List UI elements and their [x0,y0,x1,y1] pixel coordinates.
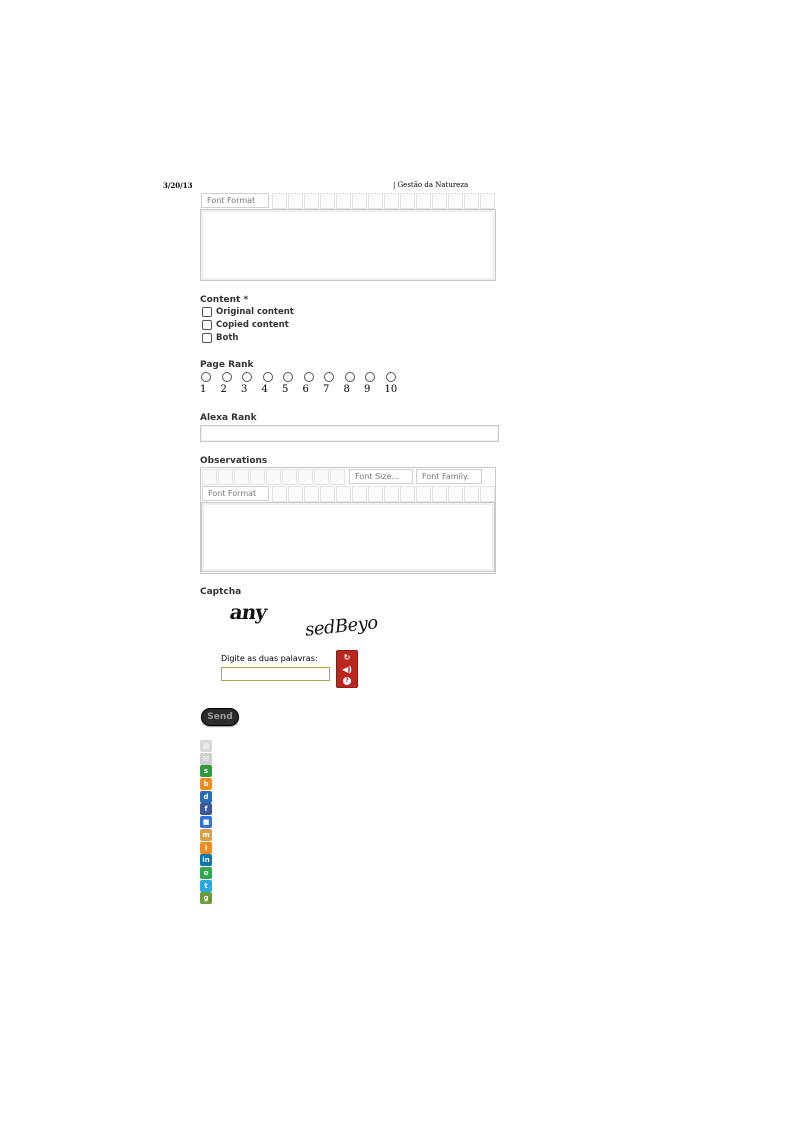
toolbar-button[interactable] [480,193,495,209]
toolbar-button[interactable] [250,469,265,485]
social-share-icons [200,740,212,905]
radio-button[interactable] [365,372,375,382]
blogger-icon[interactable]: b [200,778,212,790]
toolbar-button[interactable] [352,193,367,209]
option-label: Copied content [216,320,289,330]
toolbar-button[interactable] [336,193,351,209]
toolbar-button[interactable] [464,486,479,502]
page-rank-label: Page Rank [200,360,254,370]
font-format-select[interactable]: Font Format [202,486,269,501]
site-title: | Gestão da Natureza [393,181,469,189]
stumbleupon-icon[interactable]: s [200,765,212,777]
toolbar-button[interactable] [432,486,447,502]
toolbar-button[interactable] [330,469,345,485]
facebook-icon[interactable]: f [200,803,212,815]
toolbar-button[interactable] [288,486,303,502]
radio-label: 1 [200,384,207,395]
content-option-original[interactable] [202,307,294,317]
rss-icon[interactable]: ) [200,842,212,854]
toolbar-button[interactable] [320,193,335,209]
twitter-icon[interactable]: t [200,880,212,892]
radio-button[interactable] [324,372,334,382]
observations-toolbar-row2 [202,486,496,502]
page-rank-option-6[interactable] [302,372,323,395]
radio-label: 10 [384,384,398,395]
toolbar-button[interactable] [218,469,233,485]
captcha-input[interactable] [221,667,330,681]
toolbar-button[interactable] [384,486,399,502]
toolbar-button[interactable] [416,193,431,209]
page-rank-option-1[interactable] [199,372,220,395]
refresh-icon[interactable]: ↻ [343,652,351,662]
page-rank-option-10[interactable] [384,372,405,395]
content-label: Content * [200,295,249,305]
myspace-icon[interactable]: m [200,829,212,841]
captcha-controls [336,650,358,688]
editor-toolbar-top [201,193,496,209]
toolbar-button[interactable] [400,486,415,502]
radio-label: 8 [343,384,350,395]
digg-icon[interactable]: d [200,791,212,803]
radio-button[interactable] [263,372,273,382]
toolbar-button[interactable] [272,193,287,209]
orkut-icon[interactable]: o [200,867,212,879]
toolbar-button[interactable] [304,486,319,502]
linkedin-icon[interactable]: in [200,854,212,866]
content-option-copied[interactable] [202,320,289,330]
audio-icon[interactable]: ◀) [342,664,352,674]
font-size-select[interactable]: Font Size... [349,469,413,484]
toolbar-button[interactable] [288,193,303,209]
alexa-rank-input[interactable] [200,425,499,442]
radio-label: 2 [220,384,227,395]
radio-label: 3 [241,384,248,395]
observations-toolbar-row1 [202,469,485,485]
toolbar-button[interactable] [384,193,399,209]
toolbar-button[interactable] [202,469,217,485]
radio-label: 4 [261,384,268,395]
page-rank-option-2[interactable] [220,372,241,395]
option-label: Original content [216,307,294,317]
toolbar-button[interactable] [272,486,287,502]
toolbar-button[interactable] [368,193,383,209]
radio-label: 5 [282,384,289,395]
observations-editor[interactable] [201,502,495,572]
toolbar-button[interactable] [234,469,249,485]
toolbar-button[interactable] [282,469,297,485]
radio-button[interactable] [345,372,355,382]
page-rank-option-9[interactable] [363,372,384,395]
toolbar-button[interactable] [416,486,431,502]
checkbox[interactable] [202,333,212,343]
print-date: 3/20/13 [163,181,193,190]
font-format-select[interactable]: Font Format [201,193,269,208]
toolbar-button[interactable] [336,486,351,502]
toolbar-button[interactable] [368,486,383,502]
print-icon[interactable]: ▤ [200,740,212,752]
observations-label: Observations [200,456,268,466]
help-icon[interactable]: ? [343,677,351,685]
captcha-word-2: sedBeyo [304,612,379,641]
toolbar-button[interactable] [320,486,335,502]
checkbox[interactable] [202,320,212,330]
captcha-label: Captcha [200,587,242,597]
content-option-both[interactable] [202,333,238,343]
page-rank-option-3[interactable] [240,372,261,395]
captcha-prompt: Digite as duas palavras: [221,654,318,663]
send-button[interactable]: Send [201,708,239,726]
radio-button[interactable] [386,372,396,382]
radio-label: 7 [323,384,330,395]
toolbar-button[interactable] [266,469,281,485]
page-rank-option-8[interactable] [343,372,364,395]
page-rank-option-4[interactable] [261,372,282,395]
toolbar-button[interactable] [480,486,495,502]
alexa-rank-label: Alexa Rank [200,413,257,423]
radio-button[interactable] [222,372,232,382]
font-family-select[interactable]: Font Family. [416,469,482,484]
radio-button[interactable] [242,372,252,382]
toolbar-button[interactable] [432,193,447,209]
rich-text-editor-top[interactable] [200,209,496,281]
toolbar-button[interactable] [304,193,319,209]
toolbar-button[interactable] [298,469,313,485]
toolbar-button[interactable] [400,193,415,209]
radio-label: 9 [364,384,371,395]
checkbox[interactable] [202,307,212,317]
option-label: Both [216,333,239,343]
toolbar-button[interactable] [314,469,329,485]
page-rank-options [199,372,404,395]
toolbar-button[interactable] [352,486,367,502]
toolbar-button[interactable] [448,193,463,209]
radio-label: 6 [302,384,309,395]
page-rank-option-5[interactable] [281,372,302,395]
delicious-icon[interactable]: ■ [200,816,212,828]
radio-button[interactable] [304,372,314,382]
radio-button[interactable] [201,372,211,382]
toolbar-button[interactable] [464,193,479,209]
captcha-word-1: any [228,600,268,624]
toolbar-button[interactable] [448,486,463,502]
email-icon[interactable]: ✉ [200,753,212,765]
radio-button[interactable] [283,372,293,382]
page-rank-option-7[interactable] [322,372,343,395]
google-icon[interactable]: g [200,892,212,904]
